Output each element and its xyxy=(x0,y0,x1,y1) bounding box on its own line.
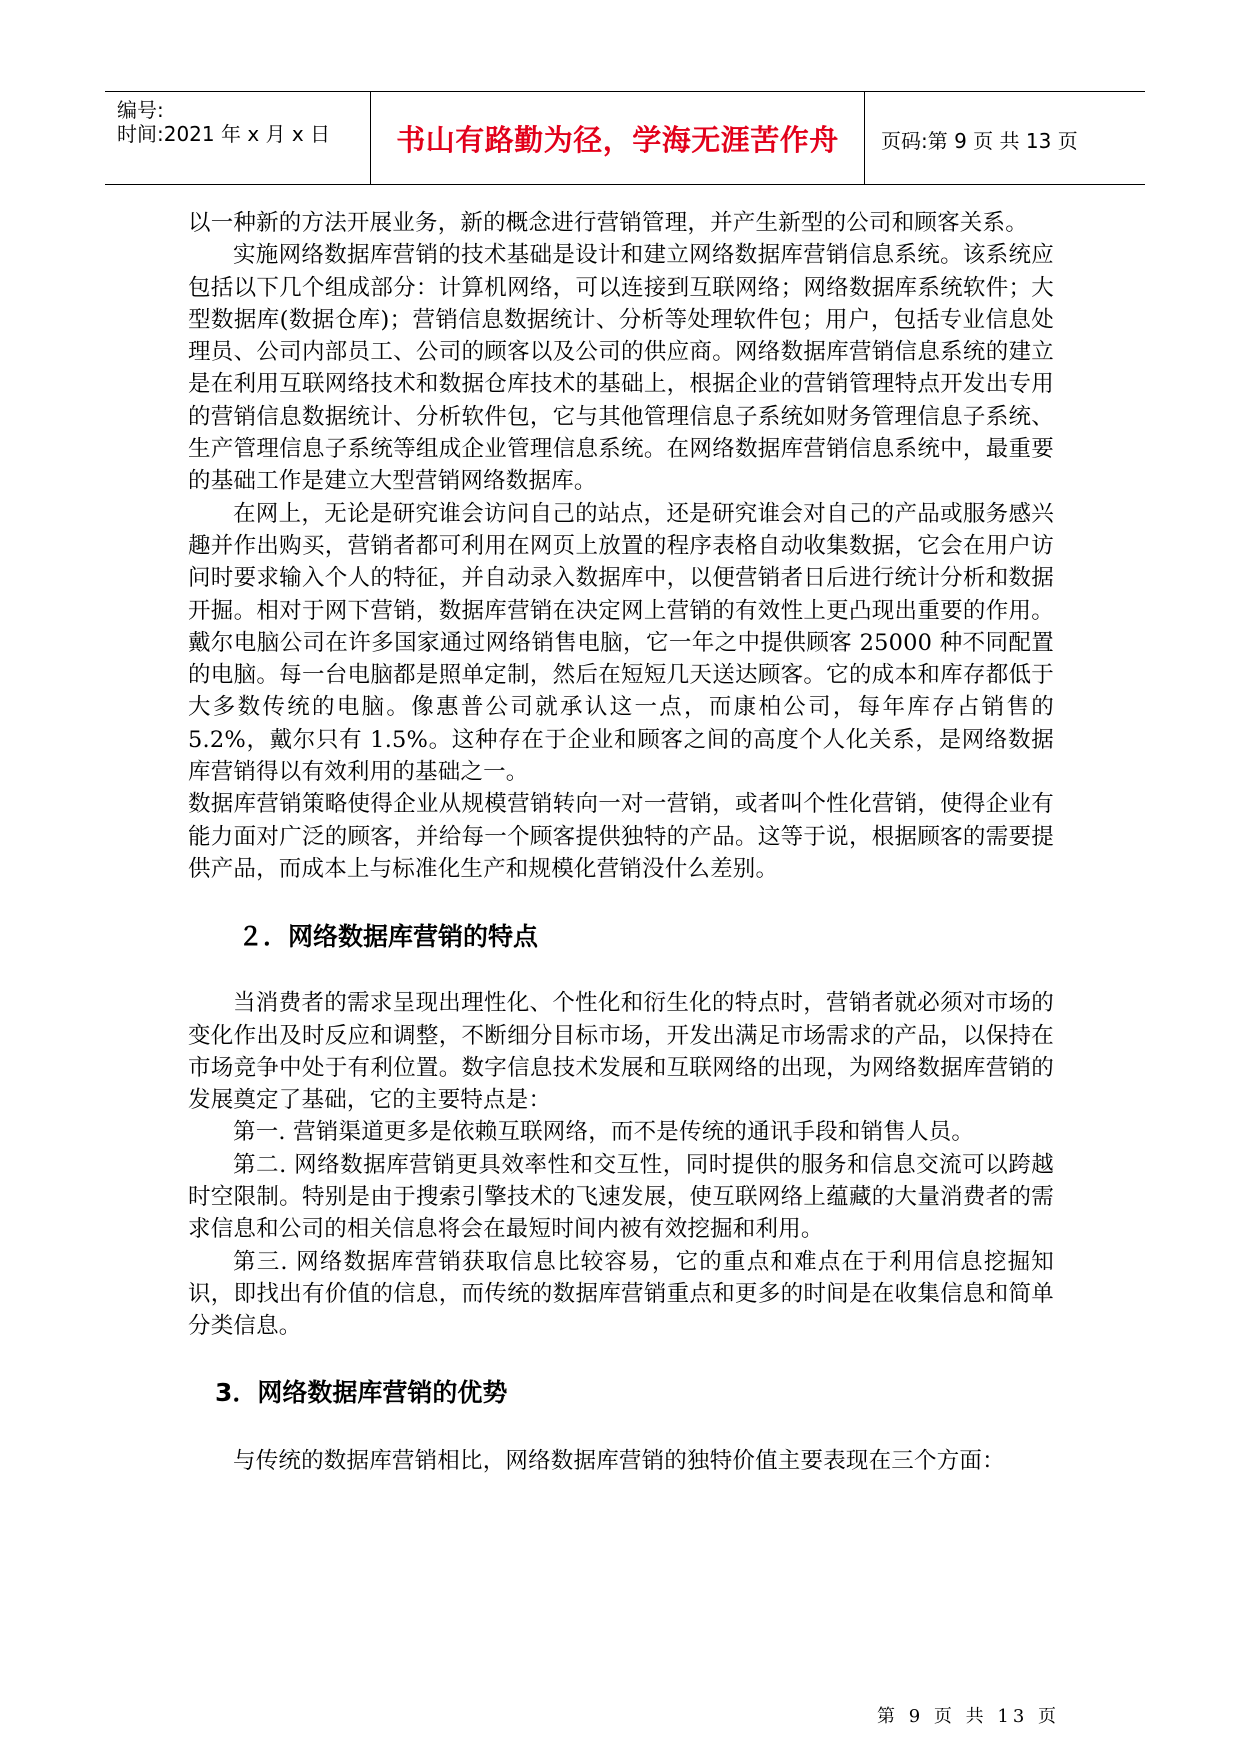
header-page-label: 页码:第 9 页 共 13 页 xyxy=(881,129,1078,153)
paragraph-6: 第一. 营销渠道更多是依赖互联网络，而不是传统的通讯手段和销售人员。 xyxy=(233,1119,975,1146)
document-body xyxy=(188,207,1054,1477)
section-heading-2: ２．网络数据库营销的特点 xyxy=(238,922,539,952)
number-label: 编号: xyxy=(117,98,164,122)
header-info-cell xyxy=(105,92,371,184)
paragraph-8: 第三. 网络数据库营销获取信息比较容易，它的重点和难点在于利用信息挖掘知识，即找出有价值的信息，而传统的数据库营销重点和更多的时间是在收集信息和简单分类信息。 xyxy=(188,1248,1054,1340)
header-page-cell xyxy=(865,92,1145,184)
paragraph-3: 在网上，无论是研究谁会访问自己的站点，还是研究谁会对自己的产品或服务感兴趣并作出购买，营销者都可利用在网页上放置的程序表格自动收集数据，它会在用户访问时要求输入个人的特征，并自动录入数据库中，以便营销者日后进行统计分析和数据开掘。相对于网下营销，数据库营销在决定网上营销的有效性上更凸现出重要的作用。戴尔电脑公司在许多国家通过网络销售电脑，它一年之中提供顾客 25000 种不同配置的电脑。每一台电脑都是照单定制，然后在短短几天送达顾客。它的成本和库存都低于大多数传统的电脑。像惠普公司就承认这一点，而康柏公司，每年库存占销售的 5.2%，戴尔只有 1.5%。这种存在于企业和顾客之间的高度个人化关系，是网络数据库营销得以有效利用的基础之一。 xyxy=(188,500,1054,786)
motto: 书山有路勤为径，学海无涯苦作舟 xyxy=(396,123,839,157)
paragraph-4: 数据库营销策略使得企业从规模营销转向一对一营销，或者叫个性化营销，使得企业有能力面对广泛的顾客，并给每一个顾客提供独特的产品。这等于说，根据顾客的需要提供产品，而成本上与标准化生产和规模化营销没什么差别。 xyxy=(188,791,1054,882)
paragraph-7: 第二. 网络数据库营销更具效率性和交互性，同时提供的服务和信息交流可以跨越时空限制。特别是由于搜索引擎技术的飞速发展，使互联网络上蕴藏的大量消费者的需求信息和公司的相关信息将会在最短时间内被有效挖掘和利用。 xyxy=(188,1151,1054,1243)
time-label: 时间:2021 年 x 月 x 日 xyxy=(117,122,331,146)
document-header xyxy=(105,91,1145,185)
header-motto-cell xyxy=(371,92,865,184)
section-heading-3: 3．网络数据库营销的优势 xyxy=(215,1377,508,1407)
paragraph-5: 当消费者的需求呈现出理性化、个性化和衍生化的特点时，营销者就必须对市场的变化作出及时反应和调整，不断细分目标市场，开发出满足市场需求的产品，以保持在市场竞争中处于有利位置。数字信息技术发展和互联网络的出现，为网络数据库营销的发展奠定了基础，它的主要特点是： xyxy=(188,990,1054,1114)
paragraph-2: 实施网络数据库营销的技术基础是设计和建立网络数据库营销信息系统。该系统应包括以下几个组成部分：计算机网络，可以连接到互联网络；网络数据库系统软件；大型数据库(数据仓库)；营销信息数据统计、分析等处理软件包；用户，包括专业信息处理员、公司内部员工、公司的顾客以及公司的供应商。网络数据库营销信息系统的建立是在利用互联网络技术和数据仓库技术的基础上，根据企业的营销管理特点开发出专用的营销信息数据统计、分析软件包，它与其他管理信息子系统如财务管理信息子系统、生产管理信息子系统等组成企业管理信息系统。在网络数据库营销信息系统中，最重要的基础工作是建立大型营销网络数据库。 xyxy=(188,242,1054,495)
paragraph-1: 以一种新的方法开展业务，新的概念进行营销管理，并产生新型的公司和顾客关系。 xyxy=(188,210,1028,236)
paragraph-9: 与传统的数据库营销相比，网络数据库营销的独特价值主要表现在三个方面： xyxy=(233,1447,1005,1474)
page-footer: 第 9 页 共 13 页 xyxy=(877,1706,1060,1727)
